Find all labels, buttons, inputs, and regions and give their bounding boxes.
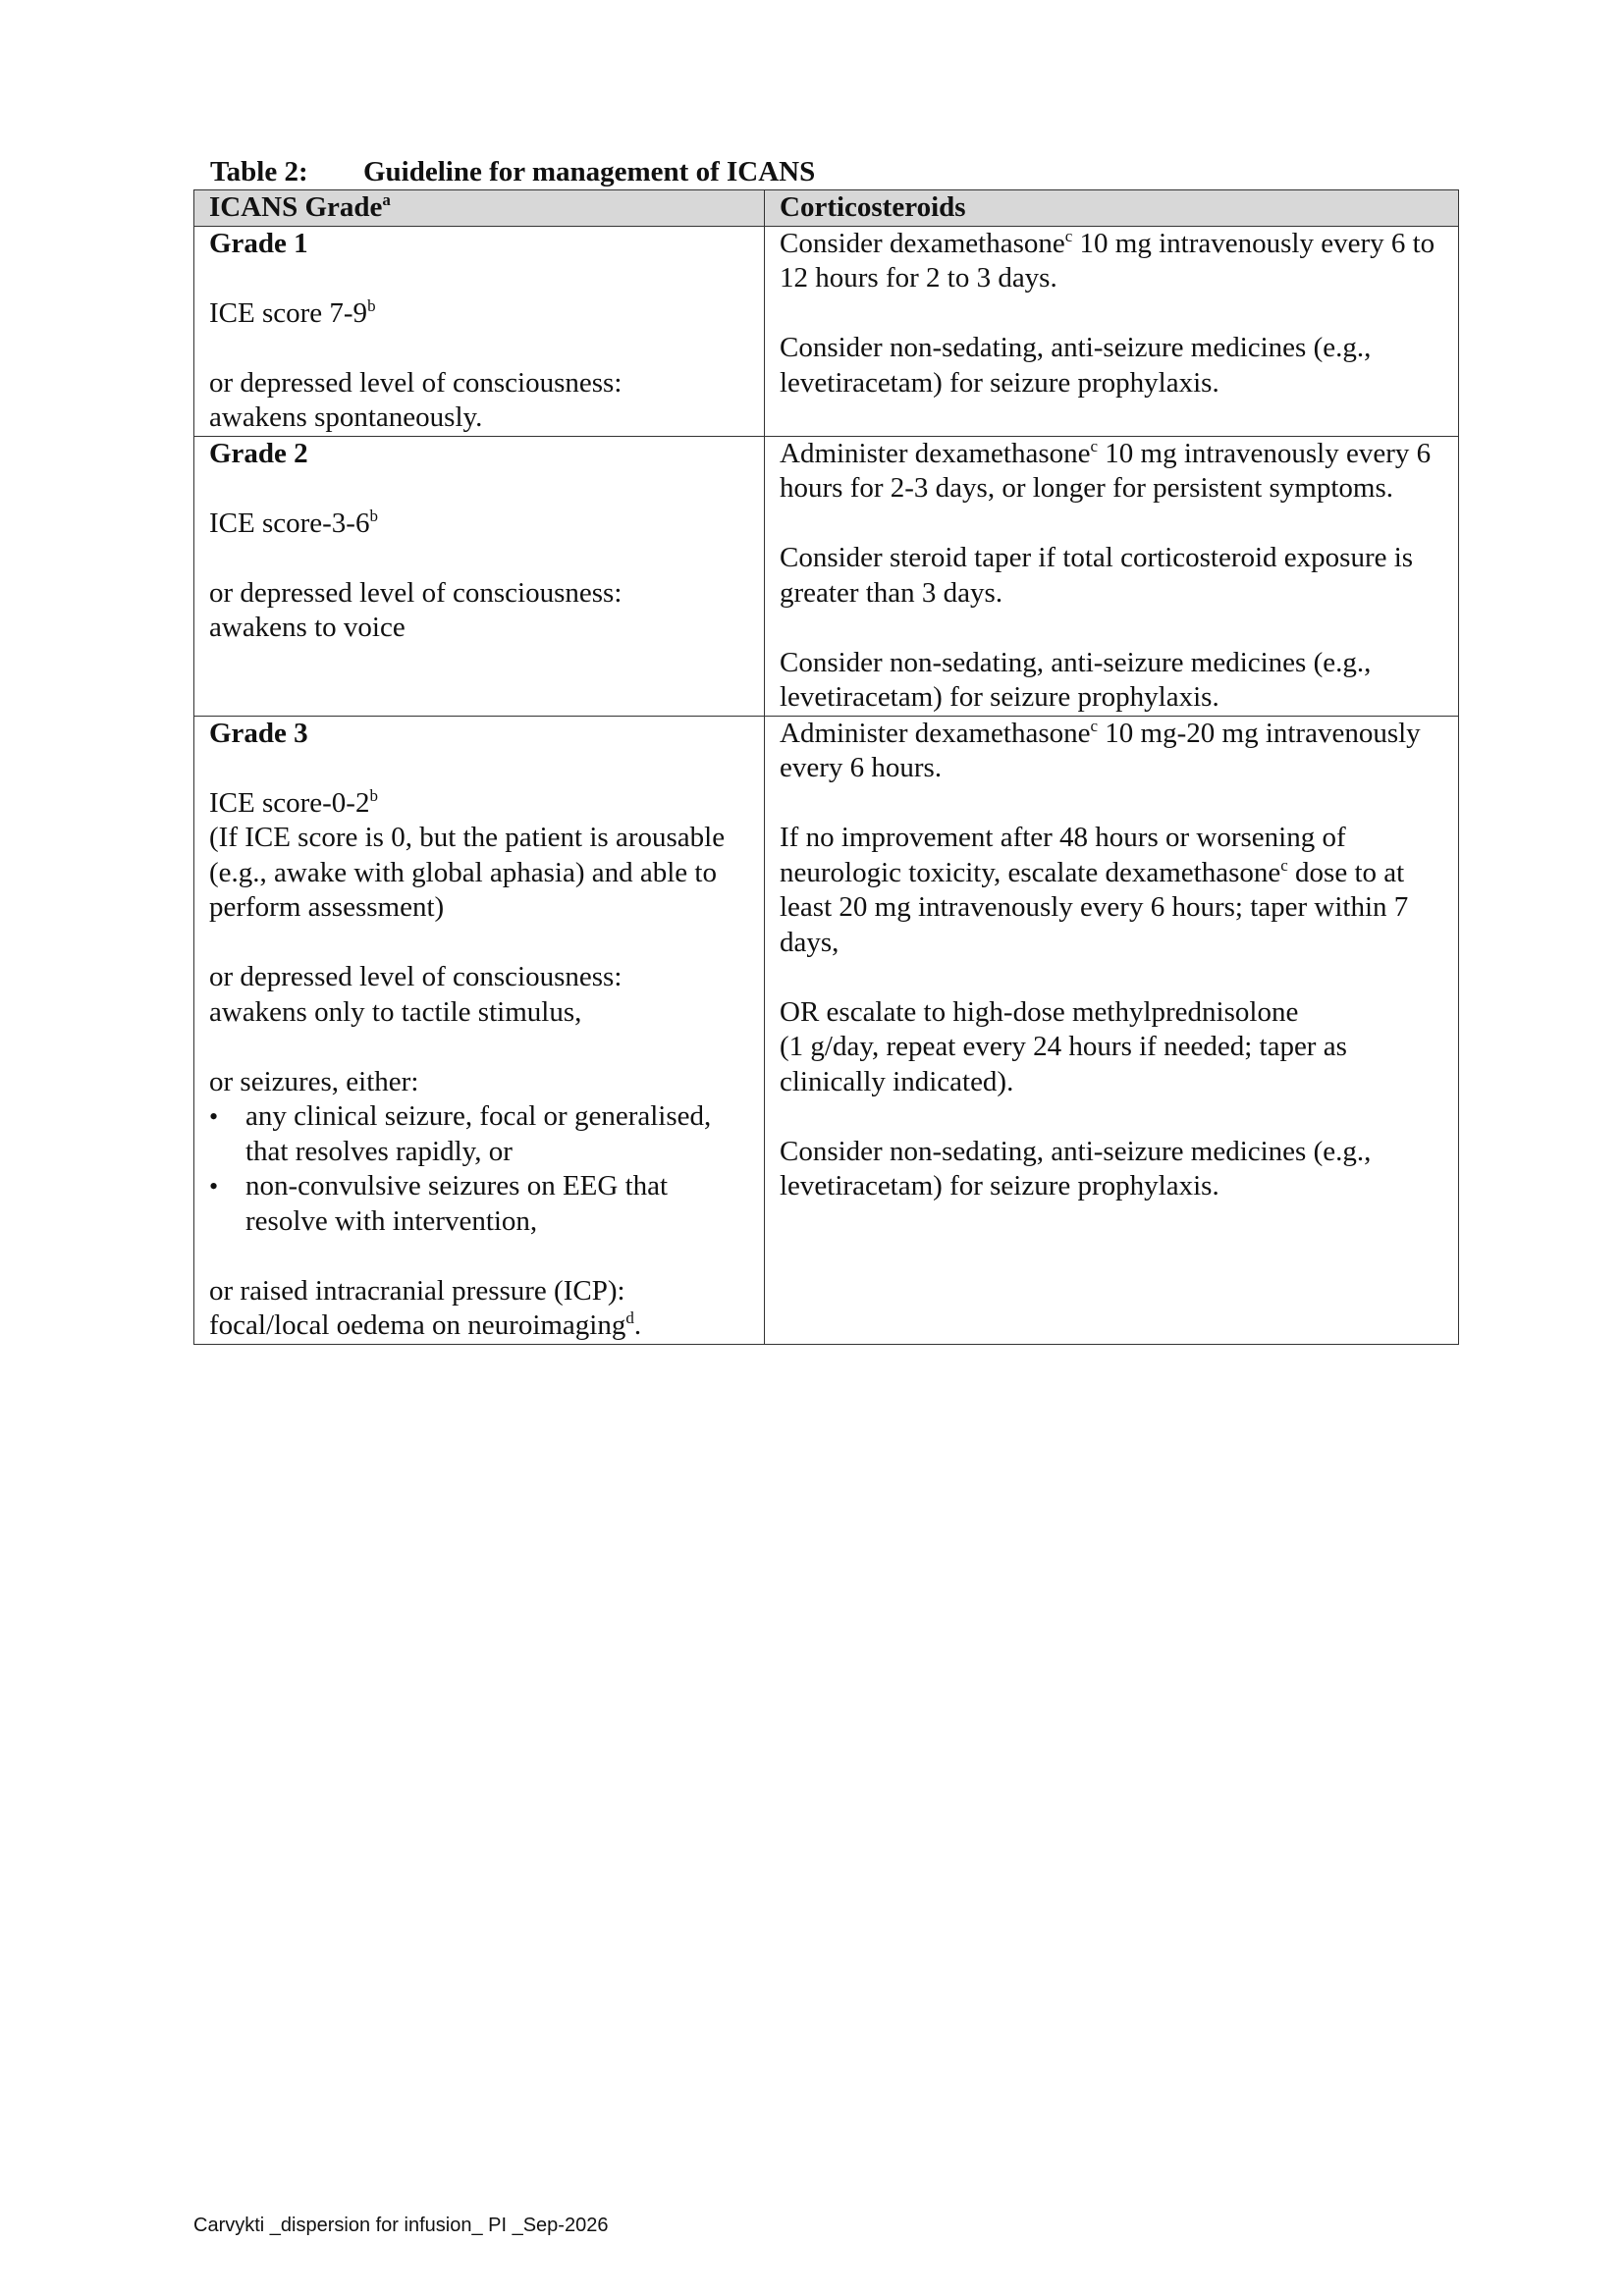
ice-score: ICE score-3-6$^b$ (209, 506, 378, 539)
ice-score: ICE score-0-2$^b$ (209, 785, 378, 819)
ice-score: ICE score 7-9$^b$ (209, 295, 376, 329)
header-icans-grade: ICANS Grade$^a$ (194, 190, 765, 227)
treatment-paragraph: Consider non-sedating, anti-seizure medicines (e.g., levetiracetam) for seizure prophylaxis. (780, 332, 1372, 399)
consciousness-detail: awakens spontaneously. (209, 401, 483, 433)
icp-detail: focal/local oedema on neuroimaging$^d$. (209, 1308, 642, 1341)
footnote-marker: c (1090, 436, 1099, 455)
treatment-paragraph: Consider non-sedating, anti-seizure medicines (e.g., levetiracetam) for seizure prophylaxis. (780, 1135, 1372, 1201)
grade-3-treatment-cell (765, 716, 1459, 1344)
consciousness-detail: awakens only to tactile stimulus, (209, 995, 582, 1028)
grade-label: Grade 1 (209, 227, 308, 259)
footnote-marker: c (1064, 226, 1073, 245)
treatment-paragraph: (1 g/day, repeat every 24 hours if needed; taper as clinically indicated). (780, 1031, 1347, 1097)
grade-label: Grade 2 (209, 437, 308, 469)
grade-1-treatment-cell (765, 226, 1459, 436)
consciousness-detail: awakens to voice (209, 612, 406, 643)
treatment-paragraph: Consider non-sedating, anti-seizure medicines (e.g., levetiracetam) for seizure prophylaxis. (780, 646, 1372, 713)
icans-management-table (193, 189, 1459, 1345)
footnote-marker: c (1090, 716, 1099, 735)
list-item: • non-convulsive seizures on EEG that resolve with intervention, (245, 1169, 752, 1239)
table-row-grade-2 (194, 436, 1459, 716)
treatment-paragraph: Consider dexamethasone$^c$ 10 mg intravenously every 6 to 12 hours for 2 to 3 days. (780, 226, 1435, 294)
icp-line: or raised intracranial pressure (ICP): (209, 1274, 625, 1307)
grade-2-treatment-cell (765, 436, 1459, 716)
table-caption-label: Table 2: (210, 156, 308, 187)
grade-1-criteria-cell (194, 226, 765, 436)
page-footer: Carvykti _dispersion for infusion_ PI _Sep-2026 (193, 2215, 609, 2236)
footnote-marker: c (1280, 855, 1288, 875)
table-caption-title: Guideline for management of ICANS (363, 156, 816, 187)
treatment-paragraph: Administer dexamethasone$^c$ 10 mg-20 mg intravenously every 6 hours. (780, 716, 1421, 783)
table-caption (210, 155, 815, 188)
footnote-marker: b (369, 506, 378, 525)
consciousness-line: or depressed level of consciousness: (209, 366, 623, 399)
treatment-paragraph: Administer dexamethasone$^c$ 10 mg intravenously every 6 hours for 2-3 days, or longer for persistent symptoms. (780, 436, 1432, 504)
seizure-list (209, 1099, 752, 1239)
ice-score-note: (If ICE score is 0, but the patient is arousable (e.g., awake with global aphasia) and able to perform assessment) (209, 822, 726, 923)
treatment-paragraph: Consider steroid taper if total corticosteroid exposure is greater than 3 days. (780, 542, 1414, 609)
grade-label: Grade 3 (209, 717, 308, 749)
header-corticosteroids: Corticosteroids (765, 190, 1459, 227)
footnote-marker: b (367, 295, 376, 315)
footnote-marker: d (625, 1308, 634, 1327)
seizures-intro: or seizures, either: (209, 1065, 419, 1097)
grade-3-criteria-cell (194, 716, 765, 1344)
consciousness-line: or depressed level of consciousness: (209, 961, 623, 992)
list-item: • any clinical seizure, focal or generalised, that resolves rapidly, or (245, 1099, 752, 1169)
footnote-marker: b (369, 785, 378, 805)
treatment-paragraph: OR escalate to high-dose methylprednisolone (780, 995, 1299, 1028)
consciousness-line: or depressed level of consciousness: (209, 576, 623, 609)
table-row-grade-1 (194, 226, 1459, 436)
footnote-marker: a (382, 190, 391, 209)
treatment-paragraph: If no improvement after 48 hours or worsening of neurologic toxicity, escalate dexamethasone$^c$ dose to at least 20 mg intravenously every 6 hours; taper within 7 days, (780, 822, 1409, 958)
table-row-grade-3 (194, 716, 1459, 1344)
grade-2-criteria-cell (194, 436, 765, 716)
table-header-row (194, 190, 1459, 227)
